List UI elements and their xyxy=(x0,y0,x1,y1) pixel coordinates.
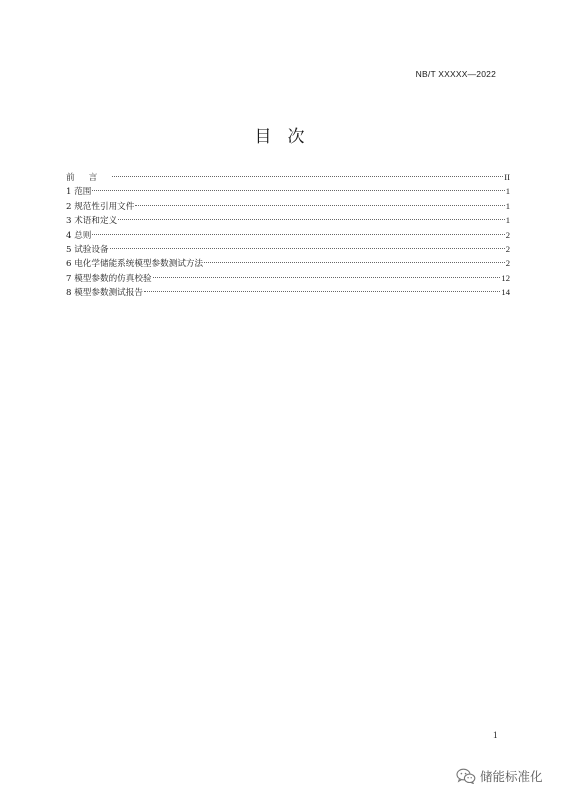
document-code: NB/T XXXXX—2022 xyxy=(415,69,496,79)
toc-leader-dots xyxy=(204,262,505,263)
toc-entry-scope[interactable] xyxy=(66,184,510,198)
toc-entry-page: 2 xyxy=(505,229,510,240)
toc-entry-general[interactable] xyxy=(66,228,510,242)
watermark xyxy=(456,767,543,785)
toc-entry-page: 2 xyxy=(505,243,510,254)
toc-entry-simulation-verification[interactable] xyxy=(66,271,510,285)
toc-entry-test-report[interactable] xyxy=(66,285,510,299)
toc-leader-dots xyxy=(110,248,505,249)
toc-entry-page: 1 xyxy=(505,215,510,226)
toc-entry-label: 6 电化学储能系统模型参数测试方法 xyxy=(66,259,204,270)
toc-entry-test-methods[interactable] xyxy=(66,256,510,270)
toc-entry-page: 12 xyxy=(501,272,510,283)
wechat-icon xyxy=(456,768,476,784)
table-of-contents xyxy=(66,170,510,300)
toc-entry-test-equipment[interactable] xyxy=(66,242,510,256)
toc-entry-label: 1 范围 xyxy=(66,187,92,198)
watermark-text: 储能标准化 xyxy=(480,769,543,784)
toc-leader-dots xyxy=(92,190,504,191)
toc-entry-label: 前言 xyxy=(66,173,112,183)
toc-entry-page: 2 xyxy=(505,258,510,269)
toc-leader-dots xyxy=(135,205,504,206)
toc-title: 目次 xyxy=(254,127,321,147)
toc-entry-page: 1 xyxy=(505,200,510,211)
toc-leader-dots xyxy=(92,234,504,235)
toc-leader-dots xyxy=(112,176,503,177)
toc-entry-page: 1 xyxy=(505,186,510,197)
toc-entry-label: 2 规范性引用文件 xyxy=(66,201,135,212)
toc-leader-dots xyxy=(144,291,500,292)
toc-entry-label: 3 术语和定义 xyxy=(66,216,118,227)
toc-entry-page: II xyxy=(504,172,510,182)
toc-entry-normative-references[interactable] xyxy=(66,199,510,213)
toc-entry-foreword[interactable] xyxy=(66,170,510,184)
page-number: 1 xyxy=(493,730,498,740)
toc-entry-page: 14 xyxy=(501,287,510,298)
toc-leader-dots xyxy=(118,219,505,220)
toc-entry-terms[interactable] xyxy=(66,213,510,227)
toc-entry-label: 7 模型参数的仿真校验 xyxy=(66,273,152,284)
toc-entry-label: 5 试验设备 xyxy=(66,244,109,255)
toc-entry-label: 4 总则 xyxy=(66,230,92,241)
toc-entry-label: 8 模型参数测试报告 xyxy=(66,288,143,299)
toc-leader-dots xyxy=(153,277,501,278)
